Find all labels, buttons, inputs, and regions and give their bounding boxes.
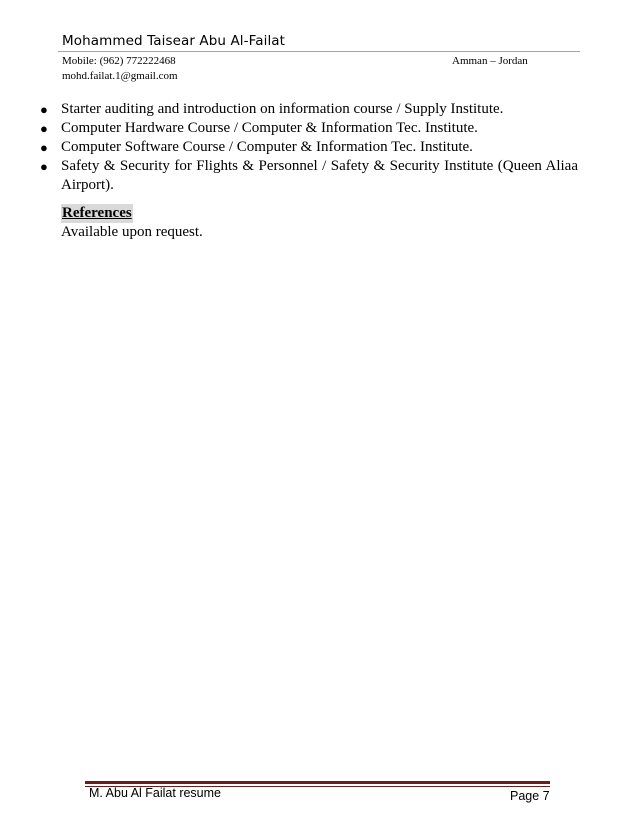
list-item: [38, 100, 578, 119]
course-text: Computer Hardware Course / Computer & Information Tec. Institute.: [61, 120, 478, 136]
course-text: Safety & Security for Flights & Personnel / Safety & Security Institute (Queen Aliaa: [61, 158, 578, 174]
list-item: [38, 138, 578, 157]
references-text: Available upon request.: [61, 224, 203, 240]
footer-title: M. Abu Al Failat resume: [89, 786, 222, 800]
bullet-icon: ●: [40, 159, 48, 174]
course-text: Computer Software Course / Computer & Information Tec. Institute.: [61, 139, 473, 155]
page-number: Page 7: [510, 789, 550, 803]
course-text-continuation: Airport).: [61, 177, 114, 193]
header-email: mohd.failat.1@gmail.com: [62, 70, 178, 82]
course-text: Starter auditing and introduction on information course / Supply Institute.: [61, 101, 504, 117]
courses-list: [38, 100, 578, 195]
header-location: Amman – Jordan: [452, 55, 528, 67]
header-divider: [58, 51, 580, 52]
footer-divider-thick: [85, 781, 550, 784]
bullet-icon: ●: [40, 102, 48, 117]
header-mobile: Mobile: (962) 772222468: [62, 55, 176, 67]
header-name: Mohammed Taisear Abu Al-Failat: [62, 33, 286, 49]
list-item: [38, 119, 578, 138]
list-item: [38, 157, 578, 195]
references-heading: References: [62, 205, 132, 221]
bullet-icon: ●: [40, 121, 48, 136]
bullet-icon: ●: [40, 140, 48, 155]
